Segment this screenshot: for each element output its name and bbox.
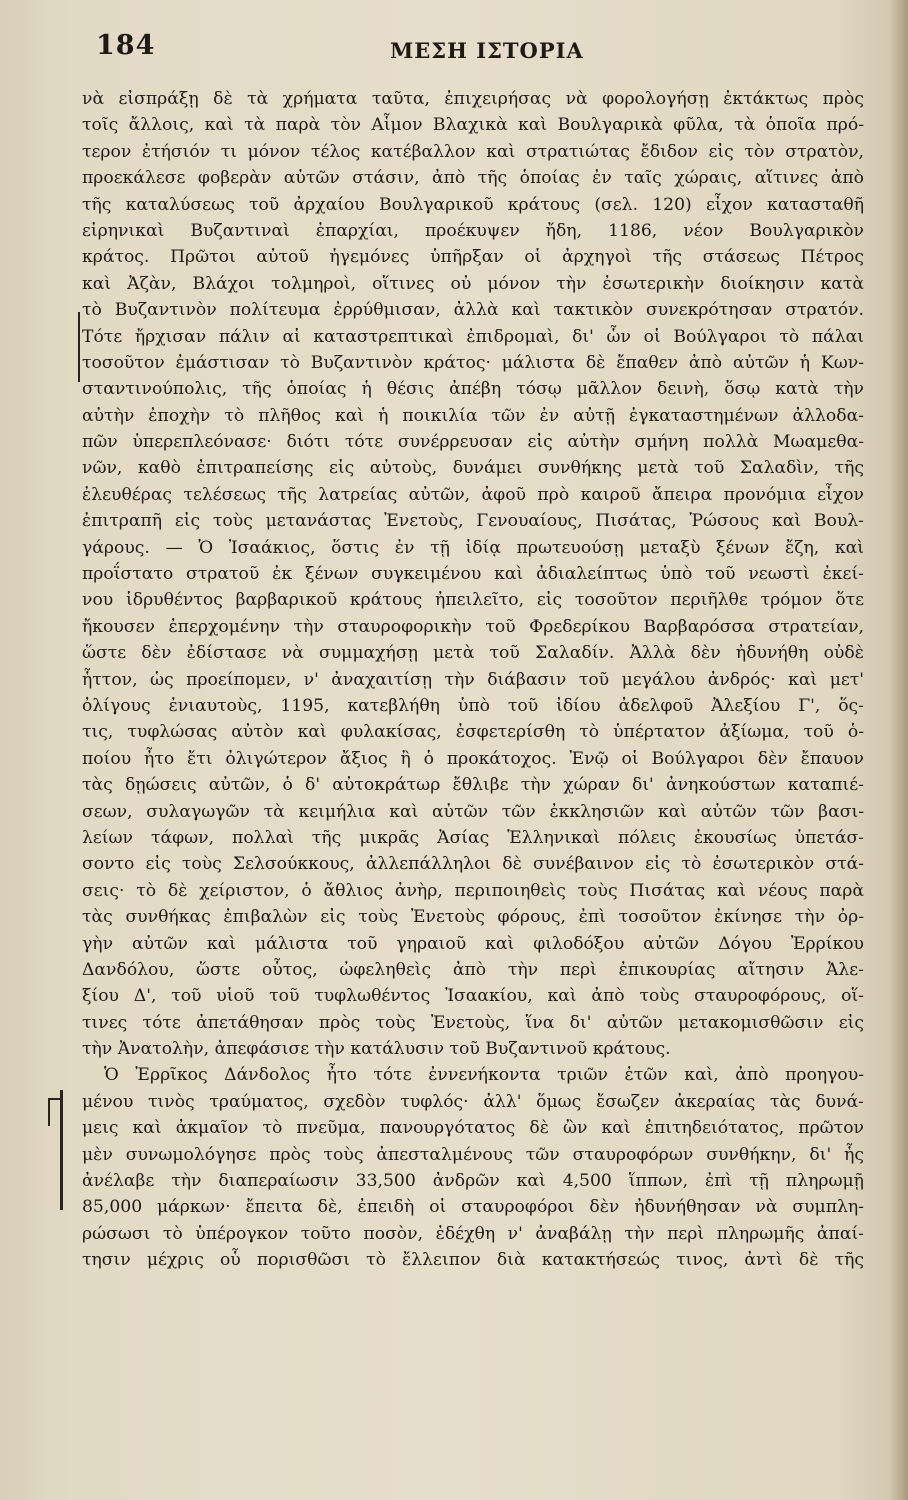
text-line: προεκάλεσε φοβερὰν αὐτῶν στάσιν, ἀπὸ τῆς ὁποίας ἐν ταῖς χώραις, αἵτινες ἀπὸ [82, 168, 864, 189]
text-line: τὴν Ἀνατολὴν, ἀπεφάσισε τὴν κατάλυσιν τοῦ Βυζαντινοῦ κράτους. [82, 1039, 671, 1060]
text-line: τὰς δῃώσεις αὐτῶν, ὁ δ' αὐτοκράτωρ ἔθλιβε τὴν χώραν δι' ἀνηκούστων καταπιέ- [82, 775, 864, 796]
text-line: ὀλίγους ἐνιαυτοὺς, 1195, κατεβλήθη ὑπὸ τοῦ ἰδίου ἀδελφοῦ Ἀλεξίου Γ', ὅς- [82, 695, 864, 716]
text-line: ξίου Δ', τοῦ υἱοῦ τοῦ τυφλωθέντος Ἰσαακίου, καὶ ἀπὸ τοὺς σταυροφόρους, οἵ- [82, 986, 864, 1007]
text-line: Τότε ἤρχισαν πάλιν αἱ καταστρεπτικαὶ ἐπιδρομαὶ, δι' ὧν οἱ Βούλγαροι τὸ πάλαι [82, 326, 864, 347]
text-line: καὶ Ἀζὰν, Βλάχοι τολμηροὶ, οἵτινες οὐ μόνον τὴν ἐσωτερικὴν διοίκησιν κατὰ [82, 273, 864, 294]
text-line: αὐτὴν ἐποχὴν τὸ πλῆθος καὶ ἡ ποικιλία τῶν ἐν αὐτῇ ἐγκαταστημένων ἀλλοδα- [82, 405, 864, 426]
text-line: πῶν ὑπερεπλεόνασε· διότι τότε συνέρρευσαν εἰς αὐτὴν σμήνη πολλὰ Μωαμεθα- [82, 432, 864, 453]
text-line: σοντο εἰς τοὺς Σελσούκκους, ἀλλεπάλληλοι δὲ συνέβαινον εἰς τὸ ἐσωτερικὸν στά- [82, 854, 864, 875]
text-line: γάρους. — Ὁ Ἰσαάκιος, ὅστις ἐν τῇ ἰδίᾳ πρωτευούσῃ μεταξὺ ξένων ἔζη, καὶ [82, 537, 864, 558]
body-text [82, 86, 864, 1274]
text-line: σεων, συλαγωγῶν τὰ κειμήλια καὶ αὐτῶν τῶν ἐκκλησιῶν καὶ αὐτῶν τῶν βασι- [82, 801, 864, 822]
text-line: μένου τινὸς τραύματος, σχεδὸν τυφλός· ἀλλ' ὅμως ἔσωζεν ἀκεραίας τὰς δυνά- [82, 1091, 864, 1112]
text-line: ρώσωσι τὸ ὑπέρογκον τοῦτο ποσὸν, ἐδέχθη ν' ἀναβάλῃ τὴν περὶ πληρωμῆς ἀπαί- [82, 1223, 864, 1244]
text-line: μεις καὶ ἀκμαῖον τὸ πνεῦμα, πανουργότατος δὲ ὢν καὶ ἐπιτηδειότατος, πρῶτον [82, 1118, 864, 1139]
text-line: τὰς συνθήκας ἐπιβαλὼν εἰς τοὺς Ἐνετοὺς φόρους, ἐπὶ τοσοῦτον ἐκίνησε τὴν ὀρ- [82, 907, 864, 928]
text-line: Δανδόλου, ὥστε οὗτος, ὠφεληθεὶς ἀπὸ τὴν περὶ ἐπικουρίας αἴτησιν Ἀλε- [82, 959, 864, 980]
text-line: νου ἱδρυθέντος βαρβαρικοῦ κράτους ἠπειλεῖτο, εἰς τοσοῦτον περιῆλθε τρόμον ὅτε [82, 590, 864, 611]
text-line: κράτος. Πρῶτοι αὐτοῦ ἡγεμόνες ὑπῆρξαν οἱ ἀρχηγοὶ τῆς στάσεως Πέτρος [82, 247, 864, 268]
text-line: λείων τάφων, πολλαὶ τῆς μικρᾶς Ἀσίας Ἑλληνικαὶ πόλεις ἑκουσίως ὑπετάσ- [82, 827, 864, 848]
margin-mark [78, 312, 80, 382]
text-line: σεις· τὸ δὲ χείριστον, ὁ ἄθλιος ἀνὴρ, περιποιηθεὶς τοὺς Πισάτας καὶ νέους παρὰ [82, 880, 864, 901]
text-line: ποίου ἦτο ἔτι ὀλιγώτερον ἄξιος ἢ ὁ προκάτοχος. Ἐνῷ οἱ Βούλγαροι δὲν ἔπαυον [82, 748, 864, 769]
text-line: εἰρηνικαὶ Βυζαντιναὶ ἐπαρχίαι, προέκυψεν ἤδη, 1186, νέον Βουλγαρικὸν [82, 220, 864, 241]
text-line: ἐλευθέρας τελέσεως τῆς λατρείας αὐτῶν, ἀφοῦ πρὸ καιροῦ ἄπειρα προνόμια εἶχον [82, 484, 864, 505]
margin-bracket [48, 1098, 62, 1126]
page-header [0, 30, 908, 78]
text-line: τησιν μέχρις οὗ πορισθῶσι τὸ ἔλλειπον διὰ κατακτήσεώς τινος, ἀντὶ δὲ τῆς [82, 1250, 864, 1271]
text-line: τῆς καταλύσεως τοῦ ἀρχαίου Βουλγαρικοῦ κράτους (σελ. 120) εἶχον κατασταθῆ [82, 194, 864, 215]
page-number: 184 [96, 30, 156, 61]
text-line: γὴν αὐτῶν καὶ μάλιστα τοῦ γηραιοῦ καὶ φιλοδόξου αὐτῶν Δόγου Ἐρρίκου [82, 933, 864, 954]
text-line: ὥστε δὲν ἐδίστασε νὰ συμμαχήσῃ μετὰ τοῦ Σαλαδίν. Ἀλλὰ δὲν ἠδυνήθη οὐδὲ [82, 643, 864, 664]
text-line: τις, τυφλώσας αὐτὸν καὶ φυλακίσας, ἐσφετερίσθη τὸ ὑπέρτατον ἀξίωμα, τοῦ ὁ- [82, 722, 864, 743]
text-line: μὲν συνωμολόγησε πρὸς τοὺς ἀπεσταλμένους τῶν σταυροφόρων συνθήκην, δι' ἧς [82, 1144, 864, 1165]
text-line: τοσοῦτον ἐμάστισαν τὸ Βυζαντινὸν κράτος· μάλιστα δὲ ἔπαθεν ἀπὸ αὐτῶν ἡ Κων- [82, 352, 864, 373]
running-title: ΜΕΣΗ ΙΣΤΟΡΙΑ [390, 38, 584, 63]
text-line: τοῖς ἄλλοις, καὶ τὰ παρὰ τὸν Αἷμον Βλαχικὰ καὶ Βουλγαρικὰ φῦλα, τὰ ὁποῖα πρό- [82, 115, 864, 136]
page-edge-shadow [890, 0, 908, 1500]
text-line: Ὁ Ἐρρῖκος Δάνδολος ἦτο τότε ἐννενήκοντα τριῶν ἐτῶν καὶ, ἀπὸ προηγου- [104, 1065, 864, 1086]
text-line: νὰ εἰσπράξῃ δὲ τὰ χρήματα ταῦτα, ἐπιχειρήσας νὰ φορολογήσῃ ἐκτάκτως πρὸς [82, 89, 864, 109]
text-line: σταντινούπολις, τῆς ὁποίας ἡ θέσις ἀπέβη τόσῳ μᾶλλον δεινὴ, ὅσῳ κατὰ τὴν [82, 379, 864, 400]
text-line: τερον ἐτήσιόν τι μόνον τέλος κατέβαλλον καὶ στρατιώτας ἔδιδον εἰς τὸν στρατὸν, [82, 141, 864, 162]
text-line: ἤκουσεν ἐπερχομένην τὴν σταυροφορικὴν τοῦ Φρεδερίκου Βαρβαρόσσα στρατείαν, [82, 616, 864, 637]
text-line: ἧττον, ὡς προείπομεν, ν' ἀναχαιτίσῃ τὴν διάβασιν τοῦ μεγάλου ἀνδρός· καὶ μετ' [82, 669, 864, 690]
text-line: τινες τότε ἀπετάθησαν πρὸς τοὺς Ἐνετοὺς, ἵνα δι' αὐτῶν μετακομισθῶσιν εἰς [82, 1012, 864, 1033]
text-line: τὸ Βυζαντινὸν πολίτευμα ἐρρύθμισαν, ἀλλὰ καὶ τακτικὸν συνεκρότησαν στρατόν. [82, 300, 864, 321]
text-line: 85,000 μάρκων· ἔπειτα δὲ, ἐπειδὴ οἱ σταυροφόροι δὲν ἠδυνήθησαν νὰ συμπλη- [82, 1197, 864, 1218]
text-line: ἐπιτραπῆ εἰς τοὺς μετανάστας Ἐνετοὺς, Γενουαίους, Πισάτας, Ῥώσους καὶ Βουλ- [82, 511, 864, 532]
text-line: ἀνέλαβε τὴν διαπεραίωσιν 33,500 ἀνδρῶν καὶ 4,500 ἵππων, ἐπὶ τῇ πληρωμῇ [82, 1171, 864, 1192]
text-line: νῶν, καθὸ ἐπιτραπείσης εἰς αὐτοὺς, δυνάμει συνθήκης μετὰ τοῦ Σαλαδὶν, τῆς [82, 458, 864, 479]
text-line: προΐστατο στρατοῦ ἐκ ξένων συγκειμένου καὶ ἀδιαλείπτως ὑπὸ τοῦ νεωστὶ ἐκεί- [82, 564, 864, 585]
